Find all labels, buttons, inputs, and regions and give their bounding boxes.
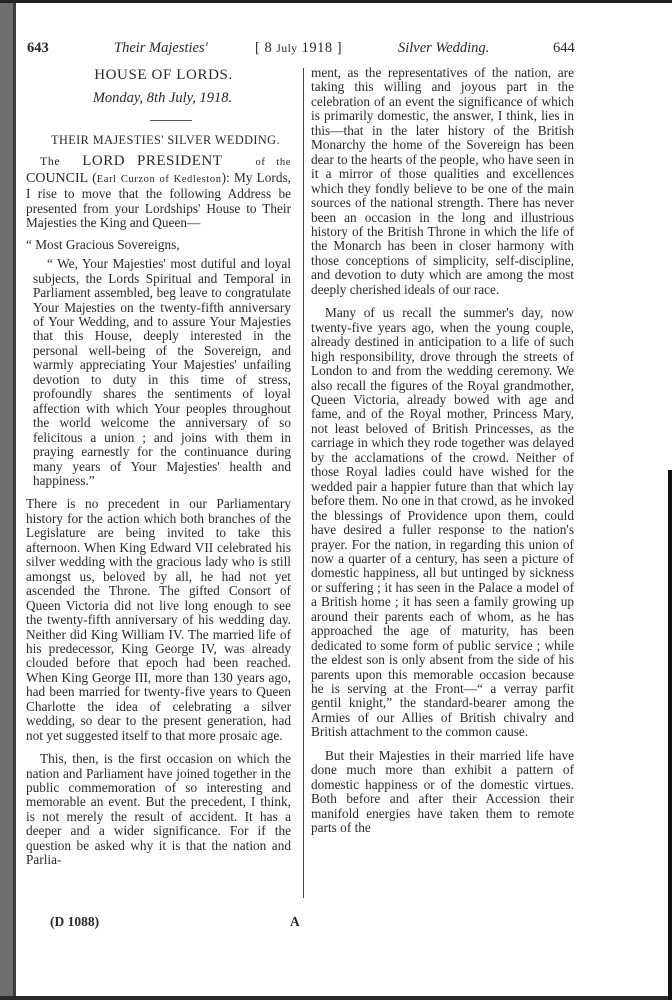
date-year: 1918 — [301, 40, 333, 56]
speaker-name: LORD PRESIDENT — [82, 153, 223, 170]
speaker-council: COUNCIL ( — [26, 170, 97, 186]
speaker-paragraph — [26, 154, 291, 230]
running-date: [ 8 July 1918 ] — [255, 40, 343, 56]
speaker-opening: My Lords, I rise to move that the following Address be presented from your Lordships' House to Their Majesties the King and Queen— — [26, 169, 291, 231]
scan-margin-shadow — [0, 0, 13, 1000]
scan-right-edge — [668, 470, 672, 1000]
scan-margin-edge — [13, 0, 16, 1000]
speaker-prefix: The — [40, 154, 61, 169]
right-page-number: 644 — [553, 40, 575, 56]
running-head — [0, 40, 672, 60]
date-day: 8 — [264, 40, 273, 56]
running-title-right: Silver Wedding. — [398, 40, 490, 56]
signature-mark: A — [290, 914, 300, 929]
print-code: (D 1088) — [50, 914, 100, 929]
left-paragraph: There is no precedent in our Parliamentary history for the action which both branches of the Legislature are being invited to take this afternoon. When King Edward VII celebrated his silver wedding with the gracious lady who is still amongst us, beloved by all, he had not yet ascended the Throne. The gifted Consort of Queen Victoria did not live long enough to see the twenty-fifth anniversary of his wedding day. Neither did King William IV. The married life of his predecessor, King George IV, was already clouded before that epoch had been reached. When King George III, more than 130 years ago, had been married for twenty-five years to Queen Charlotte the idea of celebrating a silver wedding, so dear to the present generation, had not yet suggested itself to that more prosaic age. — [26, 496, 291, 743]
date-month: July — [276, 43, 298, 55]
section-rule — [150, 120, 192, 121]
sitting-date: Monday, 8th July, 1918. — [92, 90, 233, 106]
speaker-of: of the — [255, 157, 291, 169]
right-paragraph: Many of us recall the summer's day, now twenty-five years ago, when the young couple, already destined in anticipation to a life of such high responsibility, drove through the streets of London to and from the wedding ceremony. We also recall the figures of the Royal grandmother, Queen Victoria, already bowed with age and fame, and of the Royal mother, Princess Mary, not least beloved of British Princesses, as the carriage in which they rode together was delayed by the acclamations of the crowd. Neither of those Royal ladies could have wished for the wedded pair a happier future than that which lay before them. No one in that crowd, as he invoked the blessings of Providence upon them, could have desired a fuller response to the nation's prayer. For the nation, in regarding this union of now a quarter of a century, has seen a picture of domestic happiness, all but untinged by sickness or suffering ; it has seen in the Palace a model of a British home ; it has seen a family growing up around their parents each of whom, as he has approached the age of maturity, has been dedicated to some form of public service ; while the eldest son is only absent from the side of his parents upon this memorable occasion because he is serving at the Front—“ a verray parfit gentil knight,” the standard-bearer among the Armies of our Allies of British chivalry and British attachment to the common cause. — [311, 305, 574, 740]
column-divider — [303, 68, 304, 898]
right-paragraph: ment, as the representatives of the nation, are taking this willing and joyous part in the celebration of an event the significance of which is primarily domestic, the answer, I think, lies in this—that in the later history of the British Monarchy the home of the Sovereign has been dear to the hearts of the people, who have seen in it a mirror of those qualities and excellences which they fondly believe to be one of the main sources of the national strength. There has never been an occasion in the long and illustrious history of the British Throne in which the life of the Monarch has been in closer harmony with those conceptions of simplicity, self-discipline, and devotion to duty which are among the most deeply cherished ideals of our race. — [311, 65, 574, 297]
speaker-title: Earl Curzon of Kedleston — [96, 173, 222, 185]
right-paragraph: But their Majesties in their married life have done much more than exhibit a pattern of domestic happiness or of the domestic virtues. Both before and after their Accession their manifold energies have taken them to remote parts of the — [311, 747, 574, 836]
running-title-left: Their Majesties' — [114, 40, 208, 56]
left-column — [26, 66, 291, 868]
speaker-colon: ): — [221, 169, 230, 185]
address-text: “ We, Your Majesties' most dutiful and loyal subjects, the Lords Spiritual and Temporal in Parliament assembled, beg leave to congratulate Your Majesties on the twenty-fifth anniversary of Your Wedding, and to assure Your Majesties that this House, deeply interested in the personal well-being of the Sovereign, and warmly appreciating Your Majesties' unfailing devotion to duty in this time of stress, profoundly shares the sentiments of loyal affection with which Your peoples throughout the world welcome the anniversary of so felicitous a union ; and joins with them in praying earnestly for the continuance during many years of Your Majesties' health and happiness.” — [33, 256, 291, 488]
left-page-number: 643 — [27, 40, 49, 56]
right-column — [311, 66, 574, 836]
address-salutation: “ Most Gracious Sovereigns, — [26, 236, 180, 252]
scan-top-edge — [0, 0, 672, 3]
house-title: HOUSE OF LORDS. — [94, 67, 233, 83]
debate-title: THEIR MAJESTIES' SILVER WEDDING. — [51, 133, 280, 147]
scan-bottom-edge — [0, 996, 672, 1000]
left-paragraph: This, then, is the first occasion on which the nation and Parliament have joined together in the public commemoration of so interesting and memorable an event. But the precedent, I think, is not merely the result of accident. It has a deeper and a wider significance. For if the question be asked why it is that the nation and Parlia- — [26, 751, 291, 868]
